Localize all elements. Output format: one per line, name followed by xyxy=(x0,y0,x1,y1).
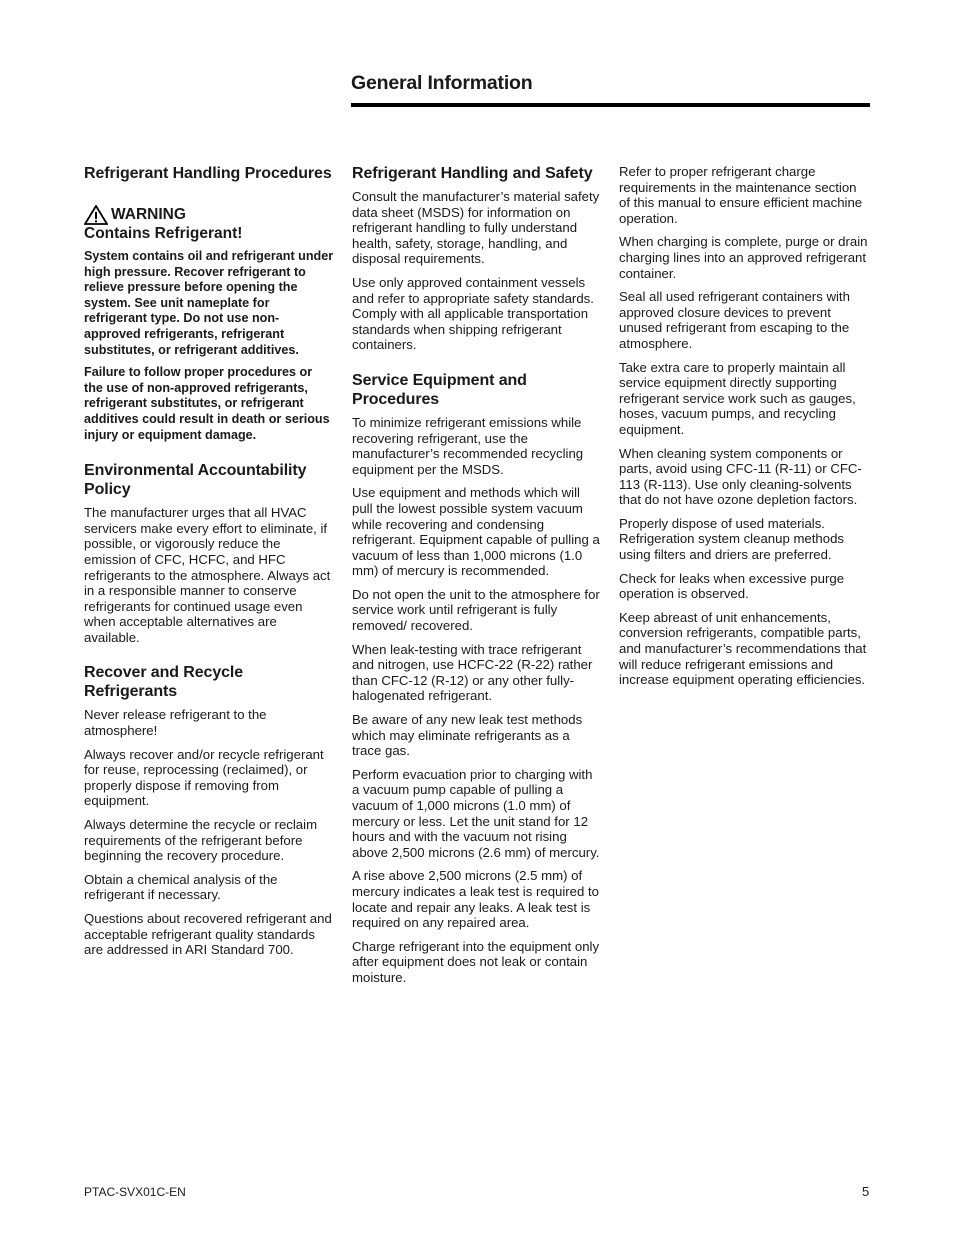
paragraph: Use equipment and methods which will pull the lowest possible system vacuum while recovering and condensing refrigerant. Equipment capable of pulling a vacuum of less than 1,000 microns (1.0 mm) of mercury is recommended. xyxy=(352,485,600,579)
document-id: PTAC-SVX01C-EN xyxy=(84,1185,186,1199)
paragraph: Refer to proper refrigerant charge requirements in the maintenance section of this manual to ensure efficient machine operation. xyxy=(619,164,863,226)
paragraph: When cleaning system components or parts, avoid using CFC-11 (R-11) or CFC-113 (R-113). Use only cleaning-solvents that do not have ozone depletion factors. xyxy=(619,445,862,508)
title-rule xyxy=(351,103,870,107)
paragraph: Always recover and/or recycle refrigerant for reuse, reprocessing (reclaimed), or properly dispose if removing from equipment. xyxy=(84,746,324,809)
section-heading: Recover and Recycle Refrigerants xyxy=(84,664,244,701)
page-title: General Information xyxy=(351,72,533,94)
paragraph: Use only approved containment vessels and refer to appropriate safety standards. Comply with all applicable transportation standards when shipping refrigerant containers. xyxy=(352,274,594,353)
warning-subtitle: Contains Refrigerant! xyxy=(84,225,243,242)
section-heading: Refrigerant Handling and Safety xyxy=(352,165,593,182)
paragraph: Keep abreast of unit enhancements, conversion refrigerants, compatible parts, and manufacturer’s recommendations that will reduce refrigerant emissions and increase equipment operating efficiencies. xyxy=(619,609,867,688)
column-2 xyxy=(352,164,602,994)
paragraph: Consult the manufacturer’s material safety data sheet (MSDS) for information on refrigerant handling to fully understand health, safety, storage, handling, and disposal requirements. xyxy=(352,189,600,267)
paragraph: Seal all used refrigerant containers with approved closure devices to prevent unused refrigerant from escaping to the atmosphere. xyxy=(619,289,850,351)
warning-paragraph: Failure to follow proper procedures or the use of non-approved refrigerants, refrigerant substitutes, or refrigerant additives could result in death or serious injury or equipment damage. xyxy=(84,365,330,442)
section-heading: Refrigerant Handling Procedures xyxy=(84,165,332,182)
paragraph: Obtain a chemical analysis of the refrigerant if necessary. xyxy=(84,871,278,903)
paragraph: Check for leaks when excessive purge operation is observed. xyxy=(619,570,845,602)
paragraph: Questions about recovered refrigerant and acceptable refrigerant quality standards are addressed in ARI Standard 700. xyxy=(84,911,332,958)
paragraph: Always determine the recycle or reclaim requirements of the refrigerant before beginning the recovery procedure. xyxy=(84,817,318,864)
paragraph: Take extra care to properly maintain all service equipment directly supporting refrigerant service work such as gauges, hoses, vacuum pumps, and recycling equipment. xyxy=(619,359,856,437)
section-heading: Service Equipment and Procedures xyxy=(352,371,527,408)
column-1 xyxy=(84,164,334,966)
column-3 xyxy=(619,164,871,696)
paragraph: The manufacturer urges that all HVAC servicers make every effort to eliminate, if possible, or vigorously reduce the emission of CFC, HCFC, and HFC refrigerants to the atmosphere. Always act in a responsible manner to conserve refrigerants for continued usage even when acceptable alternatives are available. xyxy=(84,505,331,645)
section-heading: Environmental Accountability Policy xyxy=(84,462,307,499)
paragraph: A rise above 2,500 microns (2.5 mm) of mercury indicates a leak test is required to locate and repair any leaks. A leak test is required on any repaired area. xyxy=(352,868,600,931)
page-number: 5 xyxy=(862,1184,870,1199)
paragraph: To minimize refrigerant emissions while recovering refrigerant, use the manufacturer’s recommended recycling equipment per the MSDS. xyxy=(352,414,584,477)
paragraph: Charge refrigerant into the equipment only after equipment does not leak or contain moisture. xyxy=(352,938,600,985)
warning-label: WARNING xyxy=(111,206,186,223)
warning-triangle-icon xyxy=(84,205,108,225)
warning-block xyxy=(84,205,334,243)
paragraph: Never release refrigerant to the atmosphere! xyxy=(84,707,267,739)
paragraph: Be aware of any new leak test methods which may eliminate refrigerants as a trace gas. xyxy=(352,712,583,759)
paragraph: When leak-testing with trace refrigerant and nitrogen, use HCFC-22 (R-22) rather than CFC-12 (R-12) or any other fully-halogenated refrigerant. xyxy=(352,641,593,704)
paragraph: When charging is complete, purge or drain charging lines into an approved refrigerant container. xyxy=(619,234,868,281)
paragraph: Perform evacuation prior to charging with a vacuum pump capable of pulling a vacuum of 1,000 microns (1.0 mm) of mercury or less. Let the unit stand for 12 hours and with the vacuum not rising above 2,500 microns (2.6 mm) of mercury. xyxy=(352,766,600,860)
paragraph: Properly dispose of used materials. Refrigeration system cleanup methods using filters and driers are preferred. xyxy=(619,515,845,563)
paragraph: Do not open the unit to the atmosphere for service work until refrigerant is fully removed/ recovered. xyxy=(352,586,600,634)
warning-paragraph: System contains oil and refrigerant under high pressure. Recover refrigerant to relieve pressure before opening the system. See unit nameplate for refrigerant type. Do not use non-approved refrigerants, refrigerant substitutes, or refrigerant additives. xyxy=(84,249,334,357)
